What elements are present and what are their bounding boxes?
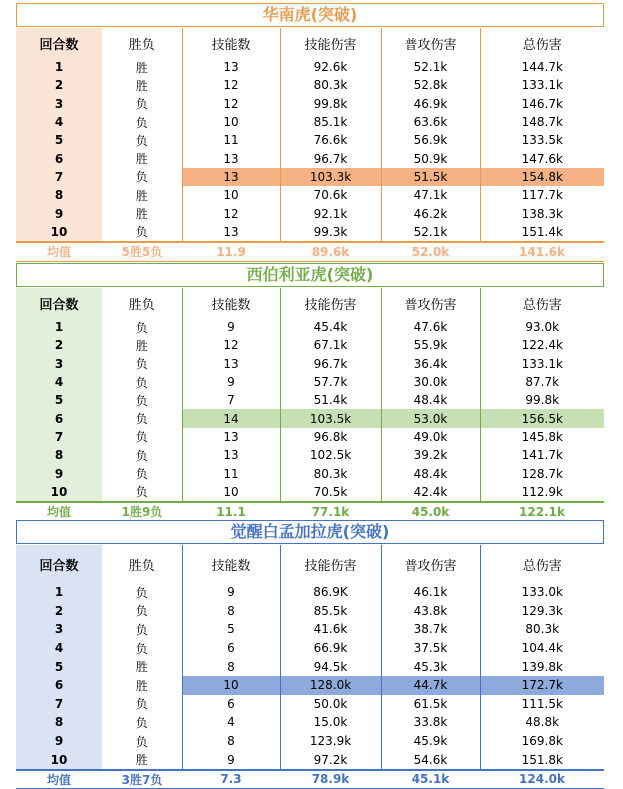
table-cell: 14	[182, 409, 280, 427]
table-cell: 45.4k	[280, 318, 381, 336]
table-cell: 80.3k	[280, 464, 381, 482]
table-cell: 13	[182, 355, 280, 373]
table-cell: 负	[102, 428, 182, 446]
table-cell: 51.5k	[381, 168, 480, 186]
table-cell: 133.0k	[521, 585, 563, 600]
table-cell: 4	[182, 713, 280, 732]
table-row	[16, 695, 604, 714]
table-cell: 85.1k	[280, 113, 381, 131]
table-row	[16, 602, 604, 621]
average-cell: 78.9k	[280, 770, 381, 789]
table-cell: 负	[102, 446, 182, 464]
table-row	[16, 131, 604, 149]
table-cell: 93.0k	[525, 320, 560, 335]
table-cell: 52.1k	[381, 223, 480, 242]
table-cell: 负	[102, 391, 182, 409]
column-header: 总伤害	[522, 558, 562, 574]
table-cell: 38.7k	[381, 620, 480, 639]
table-cell: 128.0k	[280, 676, 381, 695]
table-cell: 39.2k	[381, 446, 480, 464]
table-row	[16, 713, 604, 732]
table-cell: 负	[102, 223, 182, 242]
table-cell: 负	[102, 695, 182, 714]
table-cell: 负	[102, 113, 182, 131]
table-cell: 负	[102, 732, 182, 751]
column-header: 技能伤害	[280, 28, 381, 58]
table-cell: 8	[16, 713, 102, 732]
table-cell: 1	[16, 58, 102, 76]
table-row	[16, 409, 604, 427]
table-cell: 145.8k	[521, 429, 563, 444]
table-cell: 46.9k	[381, 95, 480, 113]
average-cell: 均值	[16, 502, 102, 522]
table-row	[16, 58, 604, 76]
table-cell: 37.5k	[381, 639, 480, 658]
table-cell: 46.2k	[381, 204, 480, 222]
table-cell: 10	[182, 186, 280, 204]
column-header: 回合数	[16, 288, 102, 318]
table-cell: 负	[102, 713, 182, 732]
stats-table	[16, 28, 604, 262]
table-cell: 133.1k	[521, 356, 563, 371]
table-row	[16, 483, 604, 502]
table-cell: 6	[16, 409, 102, 427]
table-cell: 151.4k	[521, 224, 563, 239]
table-cell: 49.0k	[381, 428, 480, 446]
table-cell: 8	[182, 732, 280, 751]
table-cell: 4	[16, 639, 102, 658]
table-cell: 154.8k	[480, 168, 604, 186]
table-cell: 负	[102, 464, 182, 482]
average-cell: 89.6k	[280, 242, 381, 262]
table-row	[16, 168, 604, 186]
table-cell: 99.8k	[525, 393, 560, 408]
table-cell: 10	[182, 676, 280, 695]
table-cell: 5	[16, 131, 102, 149]
table-cell: 57.7k	[280, 373, 381, 391]
column-header: 技能伤害	[280, 545, 381, 583]
table-row	[16, 373, 604, 391]
table-cell: 56.9k	[381, 131, 480, 149]
column-header: 技能数	[182, 288, 280, 318]
table-cell: 7	[16, 168, 102, 186]
table-row	[16, 639, 604, 658]
table-cell: 6	[182, 639, 280, 658]
table-cell: 147.6k	[521, 151, 563, 166]
table-cell: 13	[182, 149, 280, 167]
table-cell: 61.5k	[381, 695, 480, 714]
table-cell: 103.5k	[280, 409, 381, 427]
average-row	[16, 502, 604, 522]
table-cell: 43.8k	[381, 602, 480, 621]
average-cell: 均值	[16, 242, 102, 262]
table-cell: 111.5k	[521, 696, 563, 711]
table-cell: 45.3k	[381, 657, 480, 676]
table-cell: 96.7k	[280, 149, 381, 167]
table-cell: 负	[102, 373, 182, 391]
table-cell: 6	[182, 695, 280, 714]
table-cell: 胜	[102, 336, 182, 354]
stats-table	[16, 288, 604, 522]
table-cell: 48.4k	[381, 391, 480, 409]
table-cell: 7	[182, 391, 280, 409]
table-cell: 2	[16, 336, 102, 354]
average-cell: 52.0k	[381, 242, 480, 262]
table-cell: 2	[16, 602, 102, 621]
header-row	[16, 28, 604, 58]
table-cell: 133.1k	[521, 78, 563, 93]
column-header: 回合数	[16, 545, 102, 583]
table-cell: 3	[16, 95, 102, 113]
table-cell: 13	[182, 428, 280, 446]
table-row	[16, 620, 604, 639]
table-cell: 48.8k	[525, 715, 560, 730]
table-cell: 42.4k	[381, 483, 480, 502]
table-cell: 44.7k	[381, 676, 480, 695]
table-cell: 48.4k	[381, 464, 480, 482]
table-cell: 102.5k	[280, 446, 381, 464]
table-row	[16, 355, 604, 373]
table-cell: 负	[102, 602, 182, 621]
table-cell: 6	[16, 149, 102, 167]
table-cell: 80.3k	[280, 76, 381, 94]
table-cell: 172.7k	[480, 676, 604, 695]
table-row	[16, 657, 604, 676]
table-cell: 96.8k	[280, 428, 381, 446]
table-cell: 53.0k	[381, 409, 480, 427]
table-cell: 4	[16, 373, 102, 391]
table-cell: 117.7k	[521, 188, 563, 203]
average-cell: 11.1	[182, 502, 280, 522]
table-cell: 11	[182, 464, 280, 482]
average-cell: 1胜9负	[102, 502, 182, 522]
table-cell: 10	[16, 223, 102, 242]
section-title: 西伯利亚虎(突破)	[16, 263, 604, 287]
average-cell: 11.9	[182, 242, 280, 262]
table-cell: 8	[182, 657, 280, 676]
average-cell: 45.1k	[381, 770, 480, 789]
table-cell: 9	[16, 464, 102, 482]
header-row	[16, 288, 604, 318]
average-cell: 均值	[16, 770, 102, 789]
average-cell: 7.3	[182, 770, 280, 789]
table-cell: 70.5k	[280, 483, 381, 502]
table-cell: 92.6k	[280, 58, 381, 76]
table-cell: 10	[16, 483, 102, 502]
table-cell: 33.8k	[381, 713, 480, 732]
table-cell: 55.9k	[381, 336, 480, 354]
table-cell: 5	[16, 657, 102, 676]
table-cell: 12	[182, 336, 280, 354]
table-row	[16, 750, 604, 770]
average-row	[16, 770, 604, 789]
average-row	[16, 242, 604, 262]
table-cell: 92.1k	[280, 204, 381, 222]
average-cell: 77.1k	[280, 502, 381, 522]
table-row	[16, 428, 604, 446]
table-row	[16, 676, 604, 695]
table-cell: 76.6k	[280, 131, 381, 149]
table-cell: 4	[16, 113, 102, 131]
table-cell: 99.8k	[280, 95, 381, 113]
table-cell: 94.5k	[280, 657, 381, 676]
table-cell: 169.8k	[521, 734, 563, 749]
table-cell: 1	[16, 318, 102, 336]
stats-table	[16, 545, 604, 789]
table-cell: 85.5k	[280, 602, 381, 621]
table-cell: 胜	[102, 58, 182, 76]
table-cell: 负	[102, 168, 182, 186]
table-cell: 51.4k	[280, 391, 381, 409]
table-cell: 103.3k	[280, 168, 381, 186]
average-cell: 5胜5负	[102, 242, 182, 262]
table-cell: 负	[102, 131, 182, 149]
average-cell: 45.0k	[381, 502, 480, 522]
table-cell: 8	[182, 602, 280, 621]
table-cell: 13	[182, 446, 280, 464]
table-cell: 52.8k	[381, 76, 480, 94]
table-row	[16, 113, 604, 131]
table-cell: 12	[182, 204, 280, 222]
table-cell: 112.9k	[521, 484, 563, 499]
header-row	[16, 545, 604, 583]
table-cell: 9	[182, 583, 280, 602]
column-header: 技能数	[182, 28, 280, 58]
table-row	[16, 95, 604, 113]
column-header: 技能数	[182, 545, 280, 583]
table-cell: 144.7k	[521, 60, 563, 75]
column-header: 回合数	[16, 28, 102, 58]
section-title: 华南虎(突破)	[16, 3, 604, 27]
table-cell: 122.4k	[521, 338, 563, 353]
table-cell: 胜	[102, 750, 182, 770]
table-cell: 63.6k	[381, 113, 480, 131]
table-cell: 胜	[102, 657, 182, 676]
table-cell: 80.3k	[525, 622, 560, 637]
table-cell: 50.9k	[381, 149, 480, 167]
table-cell: 10	[16, 750, 102, 770]
table-cell: 6	[16, 676, 102, 695]
table-cell: 胜	[102, 676, 182, 695]
column-header: 普攻伤害	[381, 545, 480, 583]
table-cell: 123.9k	[280, 732, 381, 751]
table-cell: 10	[182, 113, 280, 131]
table-cell: 9	[182, 318, 280, 336]
table-cell: 133.5k	[521, 133, 563, 148]
table-cell: 11	[182, 131, 280, 149]
table-cell: 胜	[102, 186, 182, 204]
table-cell: 13	[182, 223, 280, 242]
column-header: 总伤害	[522, 297, 562, 313]
table-cell: 负	[102, 95, 182, 113]
table-cell: 负	[102, 639, 182, 658]
table-cell: 47.1k	[381, 186, 480, 204]
table-cell: 7	[16, 428, 102, 446]
table-cell: 70.6k	[280, 186, 381, 204]
table-cell: 138.3k	[521, 206, 563, 221]
column-header: 技能伤害	[280, 288, 381, 318]
average-cell: 141.6k	[480, 242, 604, 262]
table-cell: 9	[16, 204, 102, 222]
table-row	[16, 583, 604, 602]
average-cell: 3胜7负	[102, 770, 182, 789]
table-cell: 12	[182, 76, 280, 94]
table-cell: 97.2k	[280, 750, 381, 770]
table-cell: 3	[16, 620, 102, 639]
table-cell: 1	[16, 583, 102, 602]
table-cell: 8	[16, 446, 102, 464]
table-cell: 9	[182, 750, 280, 770]
table-row	[16, 732, 604, 751]
table-cell: 5	[182, 620, 280, 639]
table-cell: 10	[182, 483, 280, 502]
table-cell: 13	[182, 58, 280, 76]
table-cell: 2	[16, 76, 102, 94]
table-cell: 负	[102, 583, 182, 602]
table-row	[16, 149, 604, 167]
table-row	[16, 204, 604, 222]
table-cell: 负	[102, 483, 182, 502]
table-cell: 67.1k	[280, 336, 381, 354]
table-cell: 146.7k	[521, 96, 563, 111]
table-cell: 45.9k	[381, 732, 480, 751]
table-row	[16, 464, 604, 482]
column-header: 胜负	[102, 545, 182, 583]
table-cell: 47.6k	[381, 318, 480, 336]
table-cell: 50.0k	[280, 695, 381, 714]
table-cell: 46.1k	[381, 583, 480, 602]
table-cell: 胜	[102, 149, 182, 167]
table-row	[16, 76, 604, 94]
table-cell: 99.3k	[280, 223, 381, 242]
column-header: 胜负	[102, 288, 182, 318]
table-cell: 8	[16, 186, 102, 204]
table-cell: 139.8k	[521, 659, 563, 674]
table-cell: 胜	[102, 76, 182, 94]
table-cell: 12	[182, 95, 280, 113]
table-cell: 156.5k	[480, 409, 604, 427]
table-row	[16, 186, 604, 204]
column-header: 胜负	[102, 28, 182, 58]
table-cell: 3	[16, 355, 102, 373]
table-cell: 负	[102, 355, 182, 373]
table-cell: 36.4k	[381, 355, 480, 373]
column-header: 普攻伤害	[381, 288, 480, 318]
table-cell: 13	[182, 168, 280, 186]
average-cell: 124.0k	[480, 770, 604, 789]
table-row	[16, 318, 604, 336]
table-cell: 52.1k	[381, 58, 480, 76]
table-cell: 148.7k	[521, 115, 563, 130]
column-header: 普攻伤害	[381, 28, 480, 58]
table-cell: 66.9k	[280, 639, 381, 658]
table-cell: 129.3k	[521, 603, 563, 618]
table-cell: 151.8k	[521, 752, 563, 767]
table-cell: 86.9K	[280, 583, 381, 602]
table-cell: 负	[102, 409, 182, 427]
table-cell: 96.7k	[280, 355, 381, 373]
table-cell: 9	[182, 373, 280, 391]
table-cell: 141.7k	[521, 448, 563, 463]
column-header: 总伤害	[522, 37, 562, 53]
table-cell: 87.7k	[525, 375, 560, 390]
table-row	[16, 223, 604, 242]
table-cell: 7	[16, 695, 102, 714]
table-cell: 54.6k	[381, 750, 480, 770]
table-cell: 30.0k	[381, 373, 480, 391]
table-cell: 负	[102, 620, 182, 639]
table-cell: 128.7k	[521, 466, 563, 481]
table-cell: 5	[16, 391, 102, 409]
table-row	[16, 446, 604, 464]
table-cell: 胜	[102, 204, 182, 222]
table-cell: 9	[16, 732, 102, 751]
table-cell: 15.0k	[280, 713, 381, 732]
table-row	[16, 391, 604, 409]
table-cell: 负	[102, 318, 182, 336]
section-title: 觉醒白孟加拉虎(突破)	[16, 520, 604, 544]
table-cell: 41.6k	[280, 620, 381, 639]
table-row	[16, 336, 604, 354]
average-cell: 122.1k	[480, 502, 604, 522]
table-cell: 104.4k	[521, 641, 563, 656]
